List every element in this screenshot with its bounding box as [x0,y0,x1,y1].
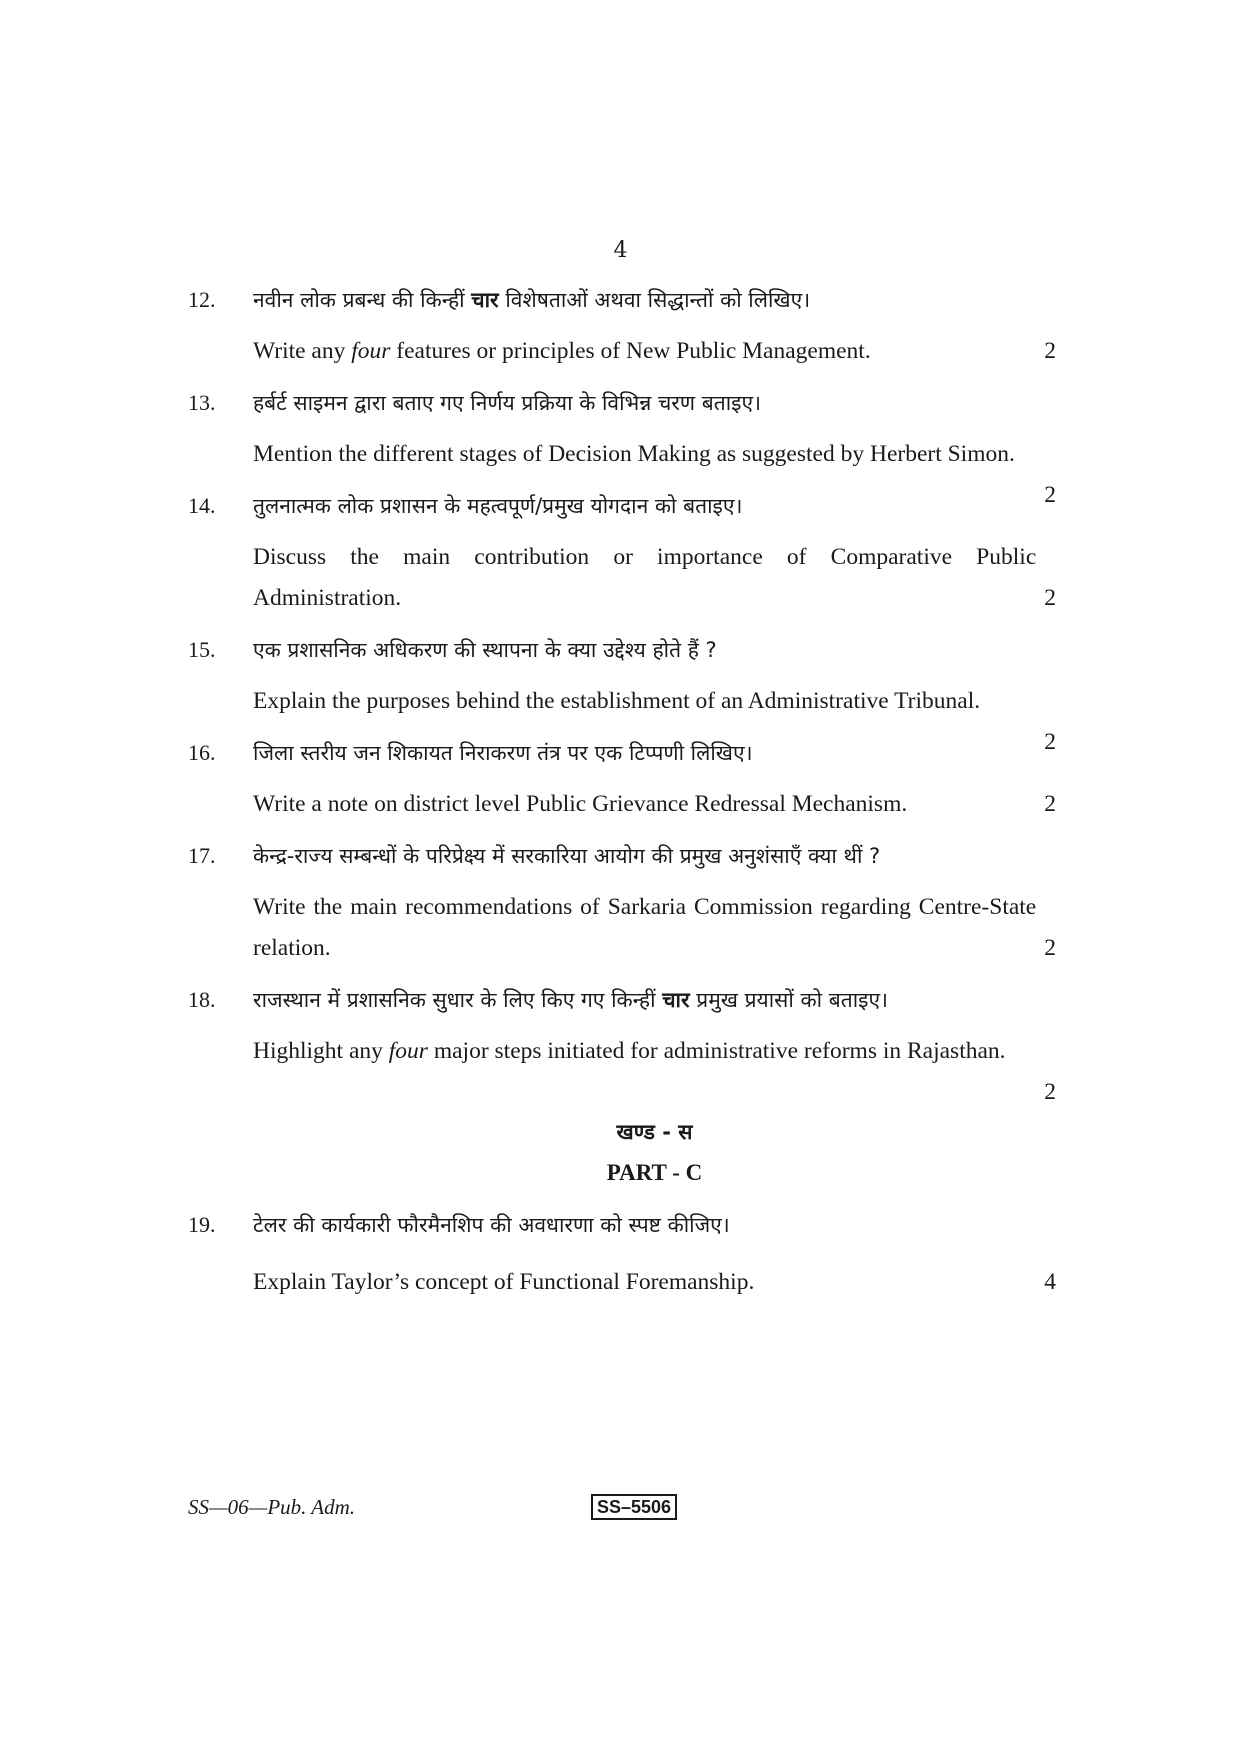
question-hindi: केन्द्र-राज्य सम्बन्धों के परिप्रेक्ष्य में सरकारिया आयोग की प्रमुख अनुशंसाएँ क्या थीं ? [253,844,881,868]
hindi-text: राजस्थान में प्रशासनिक सुधार के लिए किए गए किन्हीं [253,988,663,1012]
marks: 2 [1044,338,1056,364]
hindi-text: नवीन लोक प्रबन्ध की किन्हीं [253,288,472,312]
english-text: major steps initiated for administrative reforms in Rajasthan. [427,1038,1006,1064]
question-14 [188,489,1056,619]
english-text: features or principles of New Public Management. [390,338,871,364]
question-hindi: एक प्रशासनिक अधिकरण की स्थापना के क्या उद्देश्य होते हैं ? [253,638,717,662]
question-number: 19. [188,1212,216,1237]
question-number: 15. [188,637,216,662]
question-number: 18. [188,987,216,1012]
english-emphasis: four [351,338,391,364]
marks: 2 [1044,935,1056,961]
hindi-text: विशेषताओं अथवा सिद्धान्तों को लिखिए। [498,288,811,312]
question-number: 13. [188,390,216,415]
question-number: 17. [188,843,216,868]
footer-paper-code: SS–5506 [591,1494,677,1520]
hindi-text: प्रमुख प्रयासों को बताइए। [689,988,889,1012]
question-hindi: टेलर की कार्यकारी फौरमैनशिप की अवधारणा को स्पष्ट कीजिए। [253,1213,730,1237]
question-english [253,537,1056,619]
page-footer [188,1495,1056,1525]
english-text: Write any [253,338,352,364]
page-number: 4 [613,238,628,263]
marks: 2 [1044,729,1056,755]
section-heading-english: PART - C [606,1160,703,1185]
english-text: Explain Taylor’s concept of Functional Foremanship. [253,1269,755,1295]
english-text: Explain the purposes behind the establishment of an Administrative Tribunal. [253,688,981,714]
footer-subject-code: SS—06—Pub. Adm. [188,1495,356,1519]
hindi-emphasis: चार [662,988,690,1012]
question-hindi: जिला स्तरीय जन शिकायत निराकरण तंत्र पर एक टिप्पणी लिखिए। [253,741,753,765]
question-english [253,784,1056,825]
question-english [253,1031,1056,1105]
english-text: Write a note on district level Public Grievance Redressal Mechanism. [253,791,908,817]
marks: 2 [1044,1079,1056,1105]
section-heading-hindi: खण्ड - स [616,1120,693,1144]
question-hindi [253,983,1056,1017]
question-english [253,331,1056,372]
marks: 2 [1044,585,1056,611]
english-emphasis: four [388,1038,428,1064]
question-number: 16. [188,740,216,765]
english-text: Highlight any [253,1038,389,1064]
question-number: 14. [188,493,216,518]
question-16 [188,736,1056,825]
question-12 [188,283,1056,372]
question-hindi [253,283,1056,317]
english-text: Discuss the main contribution or importance of Comparative Public Administration. [253,544,1037,611]
marks: 2 [1044,482,1056,508]
question-hindi: तुलनात्मक लोक प्रशासन के महत्वपूर्ण/प्रमुख योगदान को बताइए। [253,494,743,518]
hindi-emphasis: चार [471,288,499,312]
question-hindi: हर्बर्ट साइमन द्वारा बताए गए निर्णय प्रक्रिया के विभिन्न चरण बताइए। [253,391,762,415]
question-17 [188,839,1056,969]
question-english [253,1262,1056,1303]
question-english [253,887,1056,969]
question-list [188,283,1056,1317]
question-18 [188,983,1056,1105]
english-text: Write the main recommendations of Sarkaria Commission regarding Centre-State relation. [253,894,1037,961]
marks: 4 [1044,1269,1056,1295]
question-19 [188,1208,1056,1303]
english-text: Mention the different stages of Decision Making as suggested by Herbert Simon. [253,441,1015,467]
question-number: 12. [188,287,216,312]
marks: 2 [1044,791,1056,817]
